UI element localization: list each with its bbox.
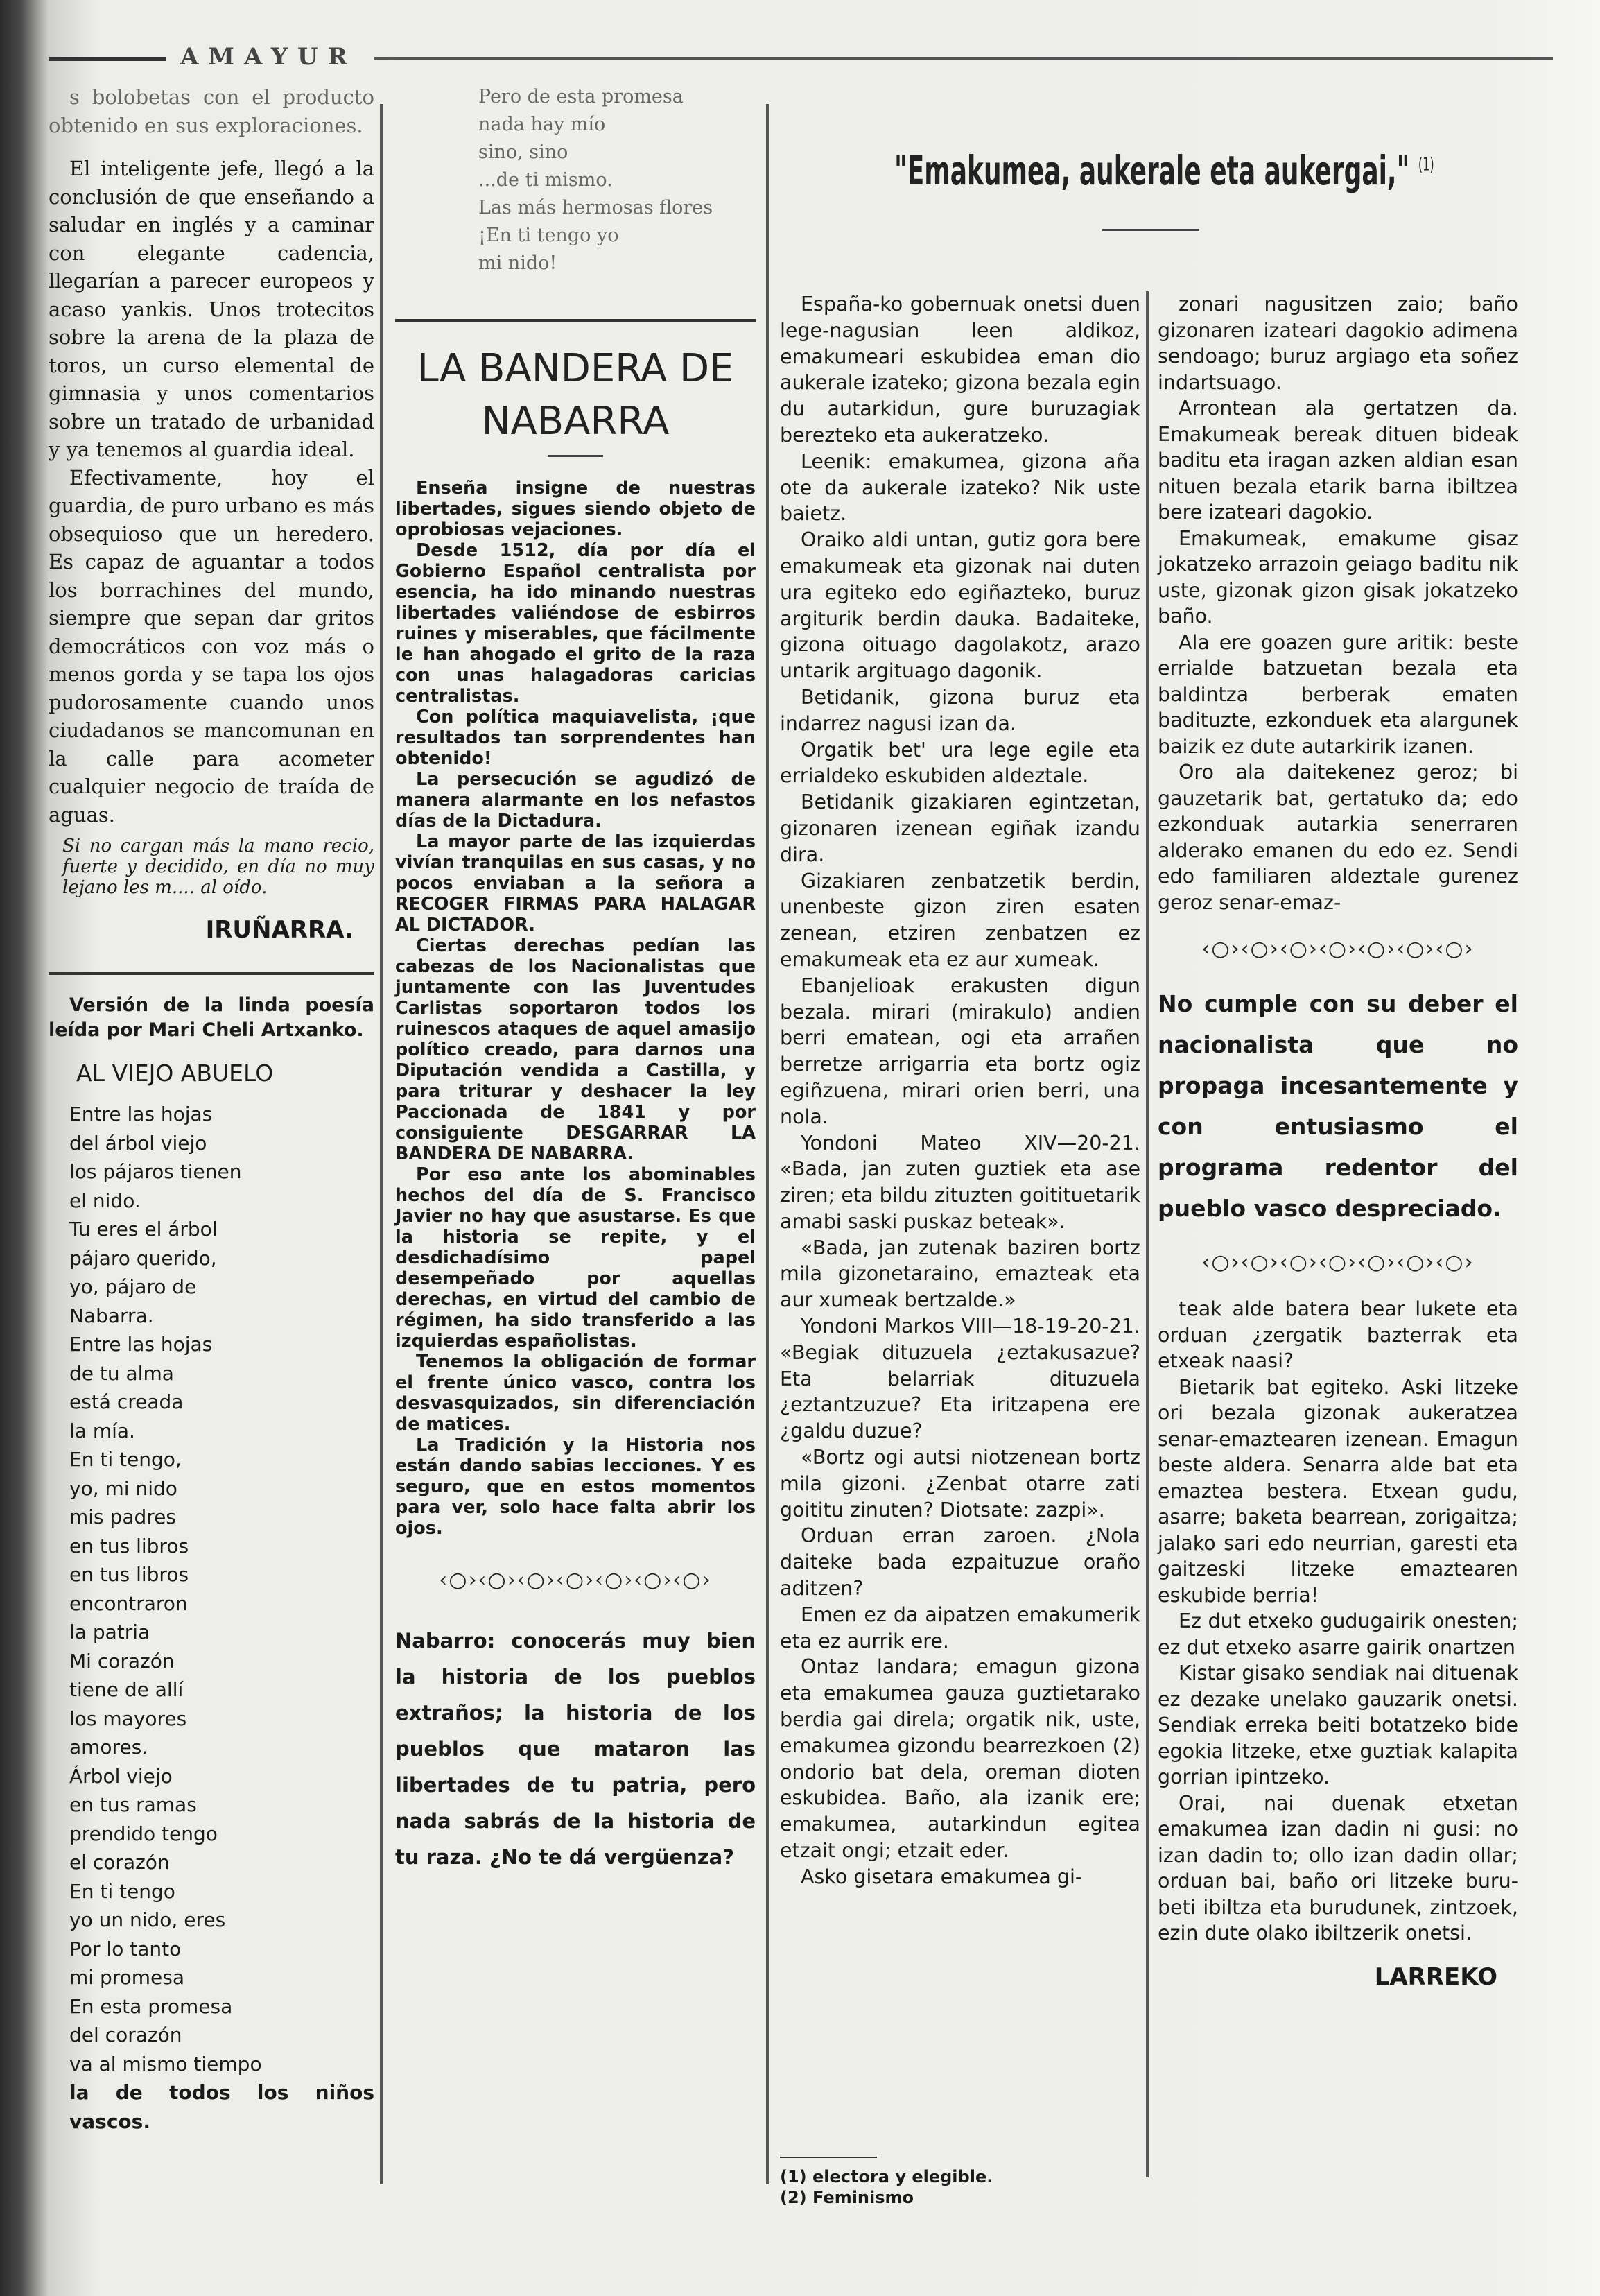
title-footnote-mark: (1) (1418, 154, 1434, 175)
article-paragraph: Kistar gisako sendiak nai dituenak ez dezake unelako gauzarik onetsi. Sendiak erreka beiti botatzeko bide egokia litzeke, etxe guztiak kalapita gorrian ipintzeko. (1158, 1661, 1518, 1788)
poem-line: yo un nido, eres (69, 1908, 226, 1931)
title-line: NABARRA (481, 399, 670, 444)
header-rule-left (49, 57, 166, 61)
poem-line: en tus libros (69, 1563, 189, 1586)
article-paragraph: Betidanik gizakiaren egintzetan, gizonaren izenean egiñak izandu dira. (780, 791, 1140, 866)
poem-line: yo, pájaro de (69, 1275, 197, 1298)
article-paragraph: Orai, nai duenak etxetan emakumea izan dadin ni gusi: no izan dadin to; ollo izan dadin ollar; orduan bai, baño ori litzeke buru-beti ibiltza eta burudunek, zintzoek, ezin dute olako ibiltzerik onetsi. (1158, 1791, 1518, 1944)
article-paragraph: Ebanjelioak erakusten digun bezala. mirari (mirakulo) andien berri ematean, ogi eta arrañen berretze arrigarria eta bortz ogiz egiñzuena, mirari orien berri, una nola. (780, 974, 1140, 1128)
article-paragraph: Betidanik, gizona buruz eta indarrez nagusi izan da. (780, 685, 1140, 735)
poem-line: Mi corazón (69, 1649, 175, 1673)
signature-larreko: LARREKO (1374, 1962, 1497, 1991)
article-paragraph: teak alde batera bear lukete eta orduan ¿zergatik bazterrak eta etxeak naasi? (1158, 1297, 1518, 1372)
poem-line: de tu alma (69, 1361, 174, 1385)
title-text: "Emakumea, aukerale eta aukergai," (894, 147, 1410, 194)
poem-line: En ti tengo, (69, 1448, 182, 1471)
article-paragraph: Gizakiaren zenbatzetik berdin, unenbeste gizon ziren esaten zenean, etziren zenbatzen ez emakumeak eta ez aur xumeak. (780, 869, 1140, 971)
poem-line: Nabarra. (69, 1304, 154, 1327)
article-bandera-body (395, 478, 756, 1539)
article-paragraph: El inteligente jefe, llegó a la conclusión de que enseñando a saludar en inglés y a caminar con elegante cadencia, llegarían a parecer europeos y acaso yankis. Unos trotecitos sobre la arena de la plaza de toros, un curso elemental de gimnasia y unos comentarios sobre un tratado de urbanidad y ya tenemos al guardia ideal. (49, 157, 374, 461)
poem-line: del corazón (69, 2023, 182, 2046)
column-divider-1 (380, 104, 383, 2184)
article-title-emakumea (894, 147, 1434, 194)
poem-line: en tus libros (69, 1534, 189, 1557)
footnotes (780, 2157, 1140, 2208)
article-paragraph: Con política maquiavelista, ¡que resultados tan sorprendentes han obtenido! (395, 707, 756, 769)
article-paragraph: «Bortz ogi autsi niotzenean bortz mila gizoni. ¿Zenbat otarre zati goititu zinuten? Diotsate: zazpi». (780, 1446, 1140, 1521)
footnote: (1) electora y elegible. (780, 2167, 993, 2186)
column-divider-2 (766, 104, 769, 2184)
article-paragraph: Ontaz landara; emagun gizona eta emakumea gauza guztietarako berdia gai direla; orgatik nik, uste, emakumea gizondu bearrezkoen (2) ondorio bat dela, oreman dioten eskubidea. Baño, ala izanik ere; emakumea, autarkindun egitea etzait ongi; etzait eder. (780, 1655, 1140, 1863)
poem-line: mis padres (69, 1505, 176, 1528)
article-paragraph: «Bada, jan zutenak baziren bortz mila gizonetaraino, emazteak eta aur xumeak bertzalde.» (780, 1236, 1140, 1312)
article-paragraph: Ez dut etxeko gudugairik onesten; ez dut etxeko asarre gairik onartzen (1158, 1609, 1518, 1659)
article-paragraph: Oraiko aldi untan, gutiz gora bere emakumeak eta gizonak nai duten ura egiteko edo egiñazteko, buruz argiturik berdin dauka. Badaiteke, gizona oituago dagolakotz, arazo untarik argituago dagonik. (780, 528, 1140, 683)
ornament-divider: ‹○›‹○›‹○›‹○›‹○›‹○›‹○› (1201, 1250, 1475, 1275)
poem-line: los mayores (69, 1707, 187, 1730)
column-3 (780, 291, 1140, 1890)
article-paragraph: zonari nagusitzen zaio; baño gizonaren izateari dagokio adimena sendoago; buruz argiago eta soñez indartsuago. (1158, 293, 1518, 394)
poem-continuation (395, 83, 756, 277)
ornament-divider: ‹○›‹○›‹○›‹○›‹○›‹○›‹○› (439, 1568, 712, 1592)
section-rule (49, 972, 374, 975)
poem-line: Árbol viejo (69, 1764, 173, 1788)
article-paragraph: La Tradición y la Historia nos están dando sabias lecciones. Y es seguro, que en estos momentos para ver, solo hace falta abrir los ojos. (395, 1435, 756, 1539)
article-paragraph: Arrontean ala gertatzen da. Emakumeak bereak dituen bideak baditu eta iragan azken aldian esan nituen bezala etarik barna ibiltzea bere izateari dagokio. (1158, 397, 1518, 524)
poem-line: del árbol viejo (69, 1131, 207, 1155)
article-paragraph: Yondoni Mateo XIV—20-21. «Bada, jan zuten guztiek eta ase ziren; eta bildu zituzten goitituetarik amabi saski puskaz beteak». (780, 1131, 1140, 1233)
article-paragraph: Efectivamente, hoy el guardia, de puro urbano es más obsequioso que un heredero. Es capaz de aguantar a todos los borrachines del mundo, siempre que sepan dar gritos democráticos con voz más o menos gorda y se tapa los ojos pudorosamente cuando unos ciudadanos se mancomunan en la calle para acometer cualquier negocio de traída de aguas. (49, 465, 374, 827)
column-4 (1158, 291, 1518, 1990)
article-paragraph: Orgatik bet' ura lege egile eta errialdeko eskubiden aldeztale. (780, 738, 1140, 788)
article-title-bandera (395, 343, 756, 448)
poem-line: En ti tengo (69, 1879, 175, 1903)
column-1 (49, 83, 374, 2136)
verse: Si no cargan más la mano recio, fuerte y decidido, en día no muy lejano les m.... al oído. (62, 836, 374, 898)
poem-line: amores. (69, 1736, 148, 1759)
poem-line: Las más hermosas flores (478, 197, 713, 218)
article-paragraph: La persecución se agudizó de manera alarmante en los nefastos días de la Dictadura. (395, 769, 756, 831)
poem-line: prendido tengo (69, 1822, 218, 1845)
poem-line: pájaro querido, (69, 1246, 217, 1270)
title-underline (1102, 229, 1199, 231)
article-paragraph: Orduan erran zaroen. ¿Nola daiteke bada ezpaituzue oraño aditzen? (780, 1524, 1140, 1600)
signature-irunarra: IRUÑARRA. (205, 916, 354, 944)
poem-line: sino, sino (478, 141, 568, 163)
poem-al-viejo-abuelo (49, 1100, 374, 2136)
poem-line: ¡En ti tengo yo (478, 225, 619, 246)
boxed-note-nabarro: Nabarro: conocerás muy bien la historia de los pueblos extraños; la historia de los pueblos que mataron las libertades de tu patria, pero nada sabrás de la historia de tu raza. ¿No te dá vergüenza? (395, 1628, 756, 1869)
poem-title: AL VIEJO ABUELO (76, 1059, 274, 1087)
article-paragraph: Yondoni Markos VIII—18-19-20-21. «Begiak dituzuela ¿eztakusazue? Eta belarriak dituzuela ¿eztantzuzue? Eta iritzapena ere ¿galdu duzue? (780, 1315, 1140, 1443)
article-paragraph: España-ko gobernuak onetsi duen lege-nagusian leen aldikoz, emakumeari eskubidea eman dio aukerale izateko; gizona bezala egin du autarkidun, gure buruzagiak berezteko eta aukeratzeko. (780, 293, 1140, 447)
column-2 (395, 83, 756, 1882)
article-paragraph: Leenik: emakumea, gizona aña ote da aukerale izateko? Nik uste baietz. (780, 449, 1140, 526)
title-line: LA BANDERA DE (417, 346, 734, 391)
poem-line: está creada (69, 1390, 184, 1413)
article-paragraph: Tenemos la obligación de formar el frente único vasco, contra los desvasquizados, sin diferenciación de matices. (395, 1352, 756, 1435)
section-rule (395, 319, 756, 322)
article-paragraph: Emen ez da aipatzen emakumerik eta ez aurrik ere. (780, 1603, 1140, 1652)
poem-line: Entre las hojas (69, 1103, 213, 1125)
ornament-divider: ‹○›‹○›‹○›‹○›‹○›‹○›‹○› (1201, 937, 1475, 961)
article-paragraph: Por eso ante los abominables hechos del día de S. Francisco Javier no hay que asustarse. Es que la historia se repite, y el desdichadísimo papel desempeñado por aquellas derechas, en virtud del cambio de régimen, ha sido transferido a las izquierdas españolistas. (395, 1164, 756, 1352)
poem-line: mi nido! (478, 252, 557, 274)
poem-line: los pájaros tienen (69, 1160, 242, 1183)
poem-line: va al mismo tiempo (69, 2052, 262, 2075)
poem-line: encontraron (69, 1591, 188, 1615)
footnote-rule (780, 2157, 877, 2158)
poem-line: Tu eres el árbol (69, 1218, 218, 1241)
article-paragraph: La mayor parte de las izquierdas vivían tranquilas en sus casas, y no pocos enviaban a la señora a RECOGER FIRMAS PARA HALAGAR AL DICTADOR. (395, 831, 756, 935)
article-paragraph: s bolobetas con el producto obtenido en sus exploraciones. (49, 85, 374, 137)
title-underline (548, 455, 603, 457)
masthead-title: AMAYUR (180, 43, 357, 71)
poem-line: ...de ti mismo. (478, 169, 613, 191)
poem-line: mi promesa (69, 1966, 185, 1989)
poem-line: el corazón (69, 1851, 170, 1874)
article-paragraph: Oro ala daitekenez geroz; bi gauzetarik bat, gertatuko da; edo ezkonduak autarkia senerraren alderako emanen du edo ez. Sendi edo familiaren aldeztale gurenez geroz senar-emaz- (1158, 761, 1518, 914)
column-divider-3 (1146, 291, 1149, 2177)
footnote: (2) Feminismo (780, 2188, 914, 2207)
poem-line: la de todos los niños vascos. (69, 2081, 374, 2133)
poem-line: la patria (69, 1621, 150, 1643)
article-paragraph: Ciertas derechas pedían las cabezas de los Nacionalistas que juntamente con las Juventudes Carlistas soportaron todos los ruinescos ataques de aquel amasijo político creado, para darnos una Diputación vendida a Castilla, y para triturar y deshacer la ley Paccionada de 1841 y por consiguiente DESGARRAR LA BANDERA DE NABARRA. (395, 935, 756, 1164)
poem-line: En esta promesa (69, 1994, 233, 2018)
poem-line: Por lo tanto (69, 1937, 182, 1960)
article-paragraph: Asko gisetara emakumea gi- (801, 1865, 1083, 1888)
poem-line: yo, mi nido (69, 1476, 177, 1500)
poem-line: el nido. (69, 1189, 141, 1212)
article-paragraph: Ala ere goazen gure aritik: beste errialde batzuetan bezala eta baldintza berberak ematen badituzte, ezkonduek eta alargunek baizik ez dute autarkirik izanen. (1158, 630, 1518, 758)
poem-line: en tus ramas (69, 1793, 197, 1816)
header-rule-right (374, 57, 1553, 60)
article-paragraph: Enseña insigne de nuestras libertades, sigues siendo objeto de oprobiosas vejaciones. (395, 478, 756, 540)
article-paragraph: Desde 1512, día por día el Gobierno Español centralista por esencia, ha ido minando nuestras libertades valiéndose de esbirros ruines y miserables, que fácilmente le han ahogado el grito de la raza con unas halagadoras caricias centralistas. (395, 540, 756, 707)
boxed-note-nacionalista: No cumple con su deber el nacionalista que no propaga incesantemente y con entusiasmo el programa redentor del pueblo vasco despreciado. (1158, 990, 1518, 1222)
poem-line: nada hay mío (478, 114, 606, 135)
poem-line: Pero de esta promesa (478, 86, 684, 107)
poem-line: Entre las hojas (69, 1333, 213, 1356)
article-paragraph: Bietarik bat egiteko. Aski litzeke ori bezala gizonak aukeratzea senar-emaztearen izenean. Emagun beste aldera. Senarra alde bat eta emaztea bestera. Etxean gudu, asarre; baketa bearrean, zorigaitza; jalako sari edo neurrian, garesti eta gaitzeski litzeke emaztearen eskubide berria! (1158, 1375, 1518, 1607)
article-paragraph: Emakumeak, emakume gisaz jokatzeko arrazoin geiago baditu nik uste, gizonak gizon gisak jokatzeko baño. (1158, 526, 1518, 628)
page-header (49, 43, 1560, 71)
poem-line: tiene de allí (69, 1678, 184, 1701)
poem-line: la mía. (69, 1419, 135, 1442)
poem-intro: Versión de la linda poesía leída por Mari Cheli Artxanko. (49, 994, 374, 1041)
